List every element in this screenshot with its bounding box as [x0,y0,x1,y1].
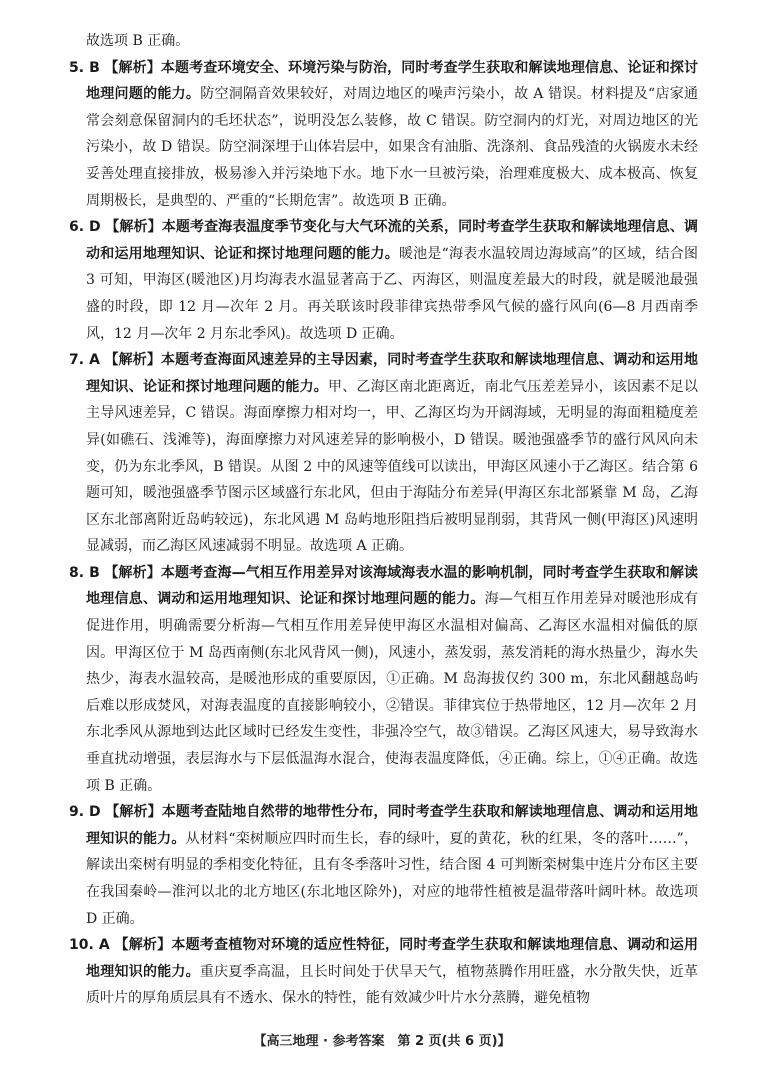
analysis-lead: 本题考查陆地自然带的地带性分布，同时考查学生获取和解读地理信息、调动和运用地理知识的能力。 [86,804,699,847]
analysis-body: 海—气相互作用差异对暖池形成有促进作用，明确需要分析海—气相互作用差异使甲海区水温相对偏高、乙海区水温相对偏低的原因。甲海区位于 M 岛西南侧(东北风背风一侧)，风速小，蒸发弱，蒸发消耗的海水热量少，海水失热少，海表水温较高，是暖池形成的重要原因，①正确。M 岛海拔仅约 300 m，东北风翻越岛屿后难以形成焚风，对海表温度的直接影响较小，②错误。菲律宾位于热带地区，12 月—次年 2 月东北季风从源地到达此区域时已经发生变性，非强冷空气，故③错误。乙海区风速大，易导致海水垂直扰动增强，表层海水与下层低温海水混合，使海表温度降低，④正确。综上，①④正确。故选项 B 正确。 [86,591,699,794]
analysis-body: 甲、乙海区南北距离近，南北气压差差异小，该因素不足以主导风速差异，C 错误。海面摩擦力相对均一，甲、乙海区均为开阔海域，无明显的海面粗糙度差异(如礁石、浅滩等)，海面摩擦力对风速差异的影响极小，D 错误。暖池强盛季节的盛行风风向未变，仍为东北季风，B 错误。从图 2 中的风速等值线可以读出，甲海区风速小于乙海区。结合第 6 题可知，暖池强盛季节图示区域盛行东北风，但由于海陆分布差异(甲海区东北部紧靠 M 岛，乙海区东北部离附近岛屿较远)，东北风遇 M 岛屿地形阻挡后被明显削弱，其背风一侧(甲海区)风速明显减弱，而乙海区风速减弱不明显。故选项 A 正确。 [86,378,698,555]
continuation-text: 故选项 B 正确。 [86,33,190,49]
answer-item-9 [69,799,699,932]
analysis-lead: 本题考查环境安全、环境污染与防治，同时考查学生获取和解读地理信息、论证和探讨地理问题的能力。 [86,59,699,103]
answer-item-7 [69,347,699,560]
analysis-lead: 本题考查海—气相互作用差异对该海域海表水温的影响机制，同时考查学生获取和解读地理信息、调动和运用地理知识、论证和探讨地理问题的能力。 [86,564,699,608]
answer-number: 9. D [69,804,101,821]
answer-item-5 [69,55,699,215]
analysis-tag: 【解析】 [104,564,161,581]
answer-number: 6. D [69,219,101,236]
analysis-body: 从材料“栾树顺应四时而生长，春的绿叶，夏的黄花，秋的红果，冬的落叶……”，解读出栾树有明显的季相变化特征，且有冬季落叶习性，结合图 4 可判断栾树集中连片分布区主要在我国秦岭—淮河以北的北方地区(东北地区除外)，对应的地带性植被是温带落叶阔叶林。故选项 D 正确。 [86,830,699,927]
answer-item-6 [69,214,699,347]
answer-number: 10. A [69,937,110,954]
analysis-body: 暖池是“海表水温较周边海域高”的区域，结合图 3 可知，甲海区(暖池区)月均海表水温显著高于乙、丙海区，则温度差最大的时段，就是暖池最强盛的时段，即 12 月—次年 2 月。再关联该时段菲律宾热带季风气候的盛行风向(6—8 月西南季风，12 月—次年 2 月东北季风)。故选项 D 正确。 [86,245,698,342]
analysis-tag: 【解析】 [105,219,162,236]
analysis-lead: 本题考查海表温度季节变化与大气环流的关系，同时考查学生获取和解读地理信息、调动和运用地理知识、论证和探讨地理问题的能力。 [86,219,699,262]
answer-item-8 [69,560,699,799]
answer-item-10 [69,932,699,1012]
analysis-tag: 【解析】 [104,59,161,76]
answer-number: 5. B [69,59,100,76]
analysis-body: 重庆夏季高温，且长时间处于伏旱天气，植物蒸腾作用旺盛，水分散失快，近革质叶片的厚角质层具有不透水、保水的特性，能有效减少叶片水分蒸腾，避免植物 [86,963,698,1007]
analysis-tag: 【解析】 [105,804,162,821]
analysis-body: 防空洞隔音效果较好，对周边地区的噪声污染小，故 A 错误。材料提及“店家通常会刻意保留洞内的毛坯状态”，说明没怎么装修，故 C 错误。防空洞内的灯光，对周边地区的光污染小，故 D 错误。防空洞深埋于山体岩层中，如果含有油脂、洗涤剂、食品残渣的火锅废水未经妥善处理直接排放，极易渗入并污染地下水。地下水一旦被污染，治理难度极大、成本极高、恢复周期极长，是典型的、严重的“长期危害”。故选项 B 正确。 [86,86,698,209]
answer-number: 7. A [69,352,100,369]
analysis-lead: 本题考查海面风速差异的主导因素，同时考查学生获取和解读地理信息、调动和运用地理知识、论证和探讨地理问题的能力。 [86,352,699,395]
answer-number: 8. B [69,564,100,581]
analysis-lead: 本题考查植物对环境的适应性特征，同时考查学生获取和解读地理信息、调动和运用地理知识的能力。 [86,937,699,980]
page-footer: 【高三地理 · 参考答案 第 2 页(共 6 页)】 [253,1034,511,1049]
analysis-tag: 【解析】 [104,352,162,369]
analysis-tag: 【解析】 [114,937,172,954]
